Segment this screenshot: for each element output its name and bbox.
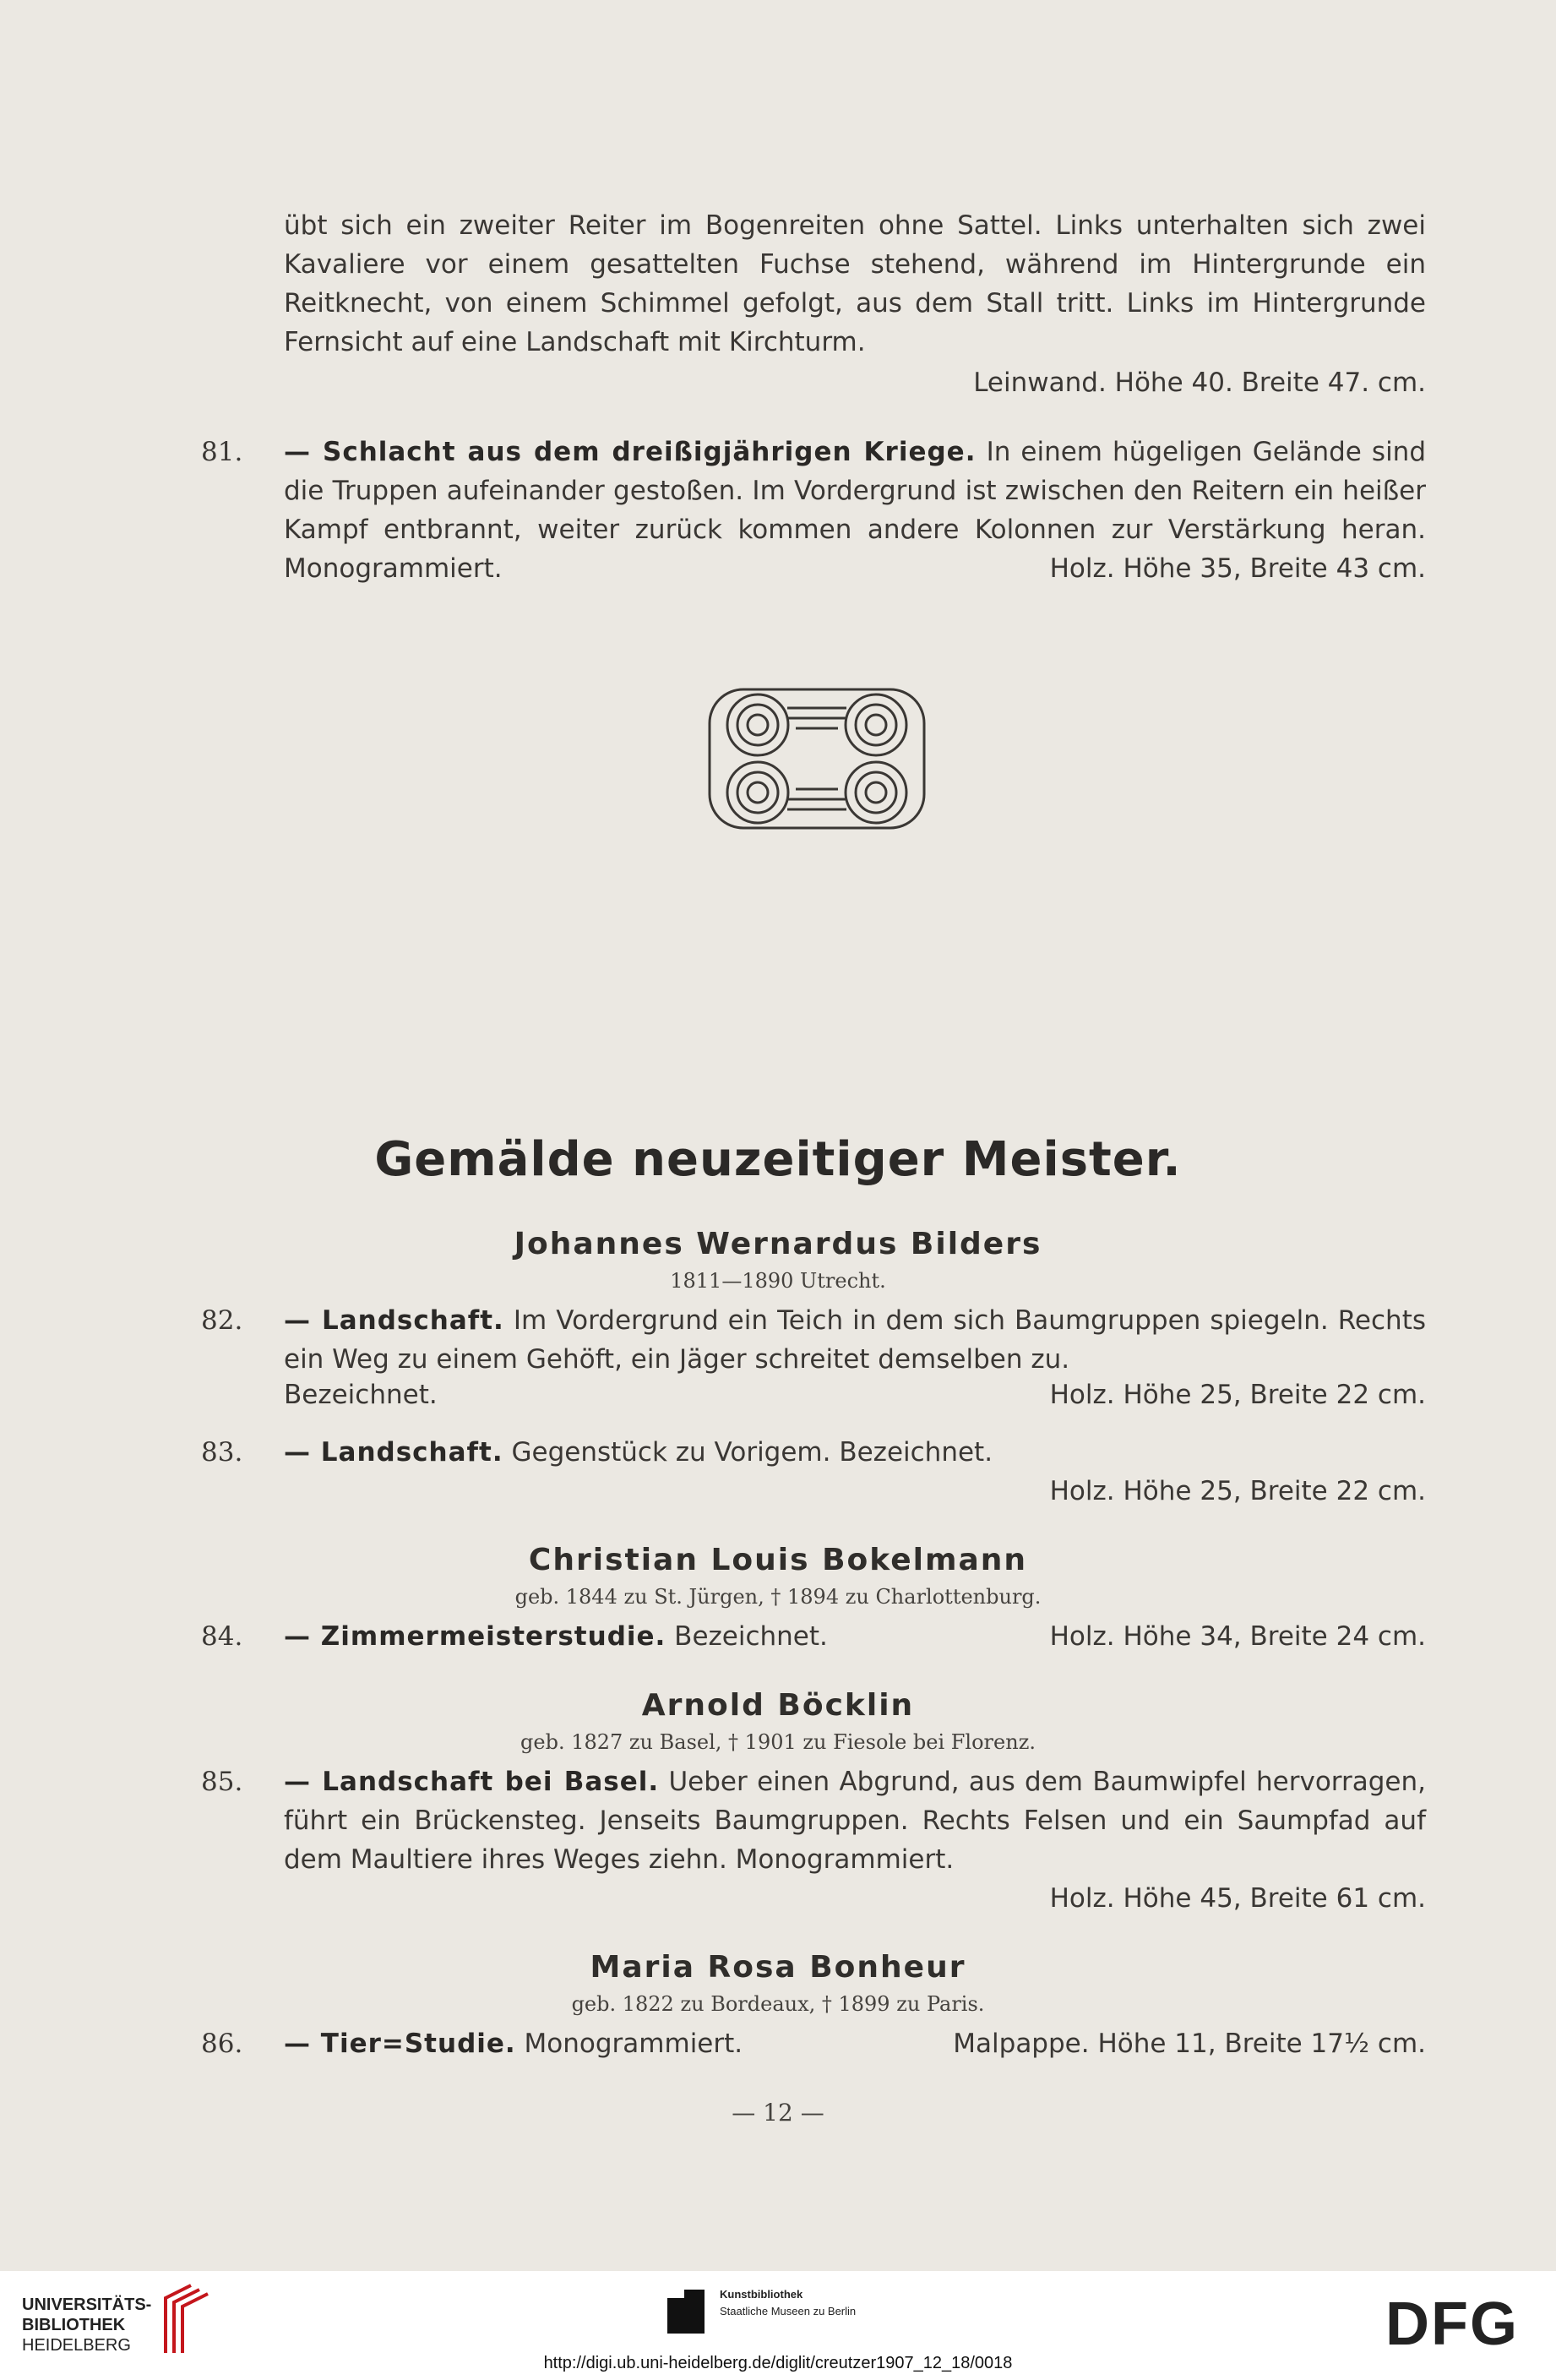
artist-name: Christian Louis Bokelmann — [528, 1543, 1028, 1577]
artist-life: geb. 1844 zu St. Jürgen, † 1894 zu Charlottenburg. — [514, 1585, 1042, 1609]
entry-title: — Tier=Studie. — [284, 2029, 516, 2059]
entry-number: 86. — [201, 2029, 243, 2059]
artist-life: geb. 1822 zu Bordeaux, † 1899 zu Paris. — [571, 1992, 985, 2016]
entry-text: Monogrammiert. — [524, 2029, 743, 2059]
entry-dimensions: Holz. Höhe 45, Breite 61 cm. — [1049, 1883, 1426, 1914]
entry-dimensions: Holz. Höhe 25, Breite 22 cm. — [1049, 1476, 1426, 1506]
entry-86 — [284, 2024, 875, 2063]
dfg-logo[interactable]: DFG — [1385, 2290, 1519, 2358]
library-logo[interactable] — [22, 2295, 151, 2355]
entry-number: 82. — [201, 1305, 243, 1336]
entry-text: In einem hügeligen Gelände sind die Truppen aufeinander gestoßen. Im Vordergrund ist zwischen den Reitern ein heißer Kampf entbrannt, weiter zurück kommen andere Kolonnen zur Verstärkung heran. Monogrammiert. — [284, 437, 1427, 584]
artist-name: Johannes Wernardus Bilders — [514, 1227, 1042, 1261]
page-number: — 12 — — [732, 2099, 824, 2127]
entry-number: 83. — [201, 1437, 243, 1468]
entry-number: 85. — [201, 1767, 243, 1797]
entry-text: Im Vordergrund ein Teich in dem sich Baumgruppen spiegeln. Rechts ein Weg zu einem Gehöft, ein Jäger schreitet demselben zu. — [284, 1305, 1427, 1375]
entry-dimensions: Leinwand. Höhe 40. Breite 47. cm. — [973, 368, 1426, 398]
artist-name: Arnold Böcklin — [641, 1688, 915, 1723]
permalink-url[interactable]: http://digi.ub.uni-heidelberg.de/diglit/creutzer1907_12_18/0018 — [543, 2354, 1013, 2372]
entry-title: — Landschaft. — [284, 1305, 504, 1336]
entry-dimensions: Malpappe. Höhe 11, Breite 17½ cm. — [953, 2029, 1426, 2059]
entry-signed: Bezeichnet. — [284, 1380, 438, 1410]
entry-text: übt sich ein zweiter Reiter im Bogenreiten ohne Sattel. Links unterhalten sich zwei Kavaliere vor einem gesattelten Fuchse stehend, während im Hintergrunde ein Reitknecht, von einem Schimmel gefolgt, aus dem Stall tritt. Links im Hintergrunde Fernsicht auf eine Landschaft mit Kirchturm. — [284, 210, 1426, 357]
kunstbibliothek-logo-icon — [664, 2286, 708, 2337]
kb-title: Kunstbibliothek — [720, 2288, 803, 2301]
library-name-line: UNIVERSITÄTS- — [22, 2296, 152, 2314]
artist-name: Maria Rosa Bonheur — [590, 1950, 966, 1985]
artist-life: 1811—1890 Utrecht. — [670, 1269, 886, 1293]
entry-number: 84. — [201, 1621, 243, 1652]
kb-subtitle: Staatliche Museen zu Berlin — [720, 2305, 857, 2317]
artist-life: geb. 1827 zu Basel, † 1901 zu Fiesole bei Florenz. — [520, 1730, 1036, 1754]
entry-dimensions: Holz. Höhe 34, Breite 24 cm. — [1049, 1621, 1426, 1652]
kunstbibliothek-logo[interactable] — [720, 2286, 856, 2320]
entry-dimensions: Holz. Höhe 25, Breite 22 cm. — [1049, 1380, 1426, 1410]
entry-title: — Landschaft. — [284, 1437, 503, 1468]
entry-85 — [284, 1762, 1426, 1879]
library-name-line: BIBLIOTHEK — [22, 2316, 126, 2334]
entry-number: 81. — [201, 437, 243, 467]
ornament-icon — [703, 683, 931, 835]
section-heading: Gemälde neuzeitiger Meister. — [374, 1132, 1182, 1187]
entry-text: Gegenstück zu Vorigem. Bezeichnet. — [511, 1437, 993, 1468]
entry-text: Bezeichnet. — [674, 1621, 828, 1652]
entry-83 — [284, 1433, 1426, 1472]
entry-title: — Landschaft bei Basel. — [284, 1767, 660, 1797]
entry-82 — [284, 1301, 1426, 1379]
entry-title: — Zimmermeisterstudie. — [284, 1621, 666, 1652]
library-emblem-icon — [157, 2281, 216, 2357]
library-name-line: HEIDELBERG — [22, 2336, 131, 2355]
entry-84 — [284, 1617, 960, 1656]
entry-title: — Schlacht aus dem dreißigjährigen Kriege. — [284, 437, 977, 467]
entry-text: Ueber einen Abgrund, aus dem Baumwipfel hervorragen, führt ein Brückensteg. Jenseits Baumgruppen. Rechts Felsen und ein Saumpfad auf dem Maultiere ihres Weges ziehn. Monogrammiert. — [284, 1767, 1426, 1875]
entry-dimensions: Holz. Höhe 35, Breite 43 cm. — [1049, 553, 1426, 584]
